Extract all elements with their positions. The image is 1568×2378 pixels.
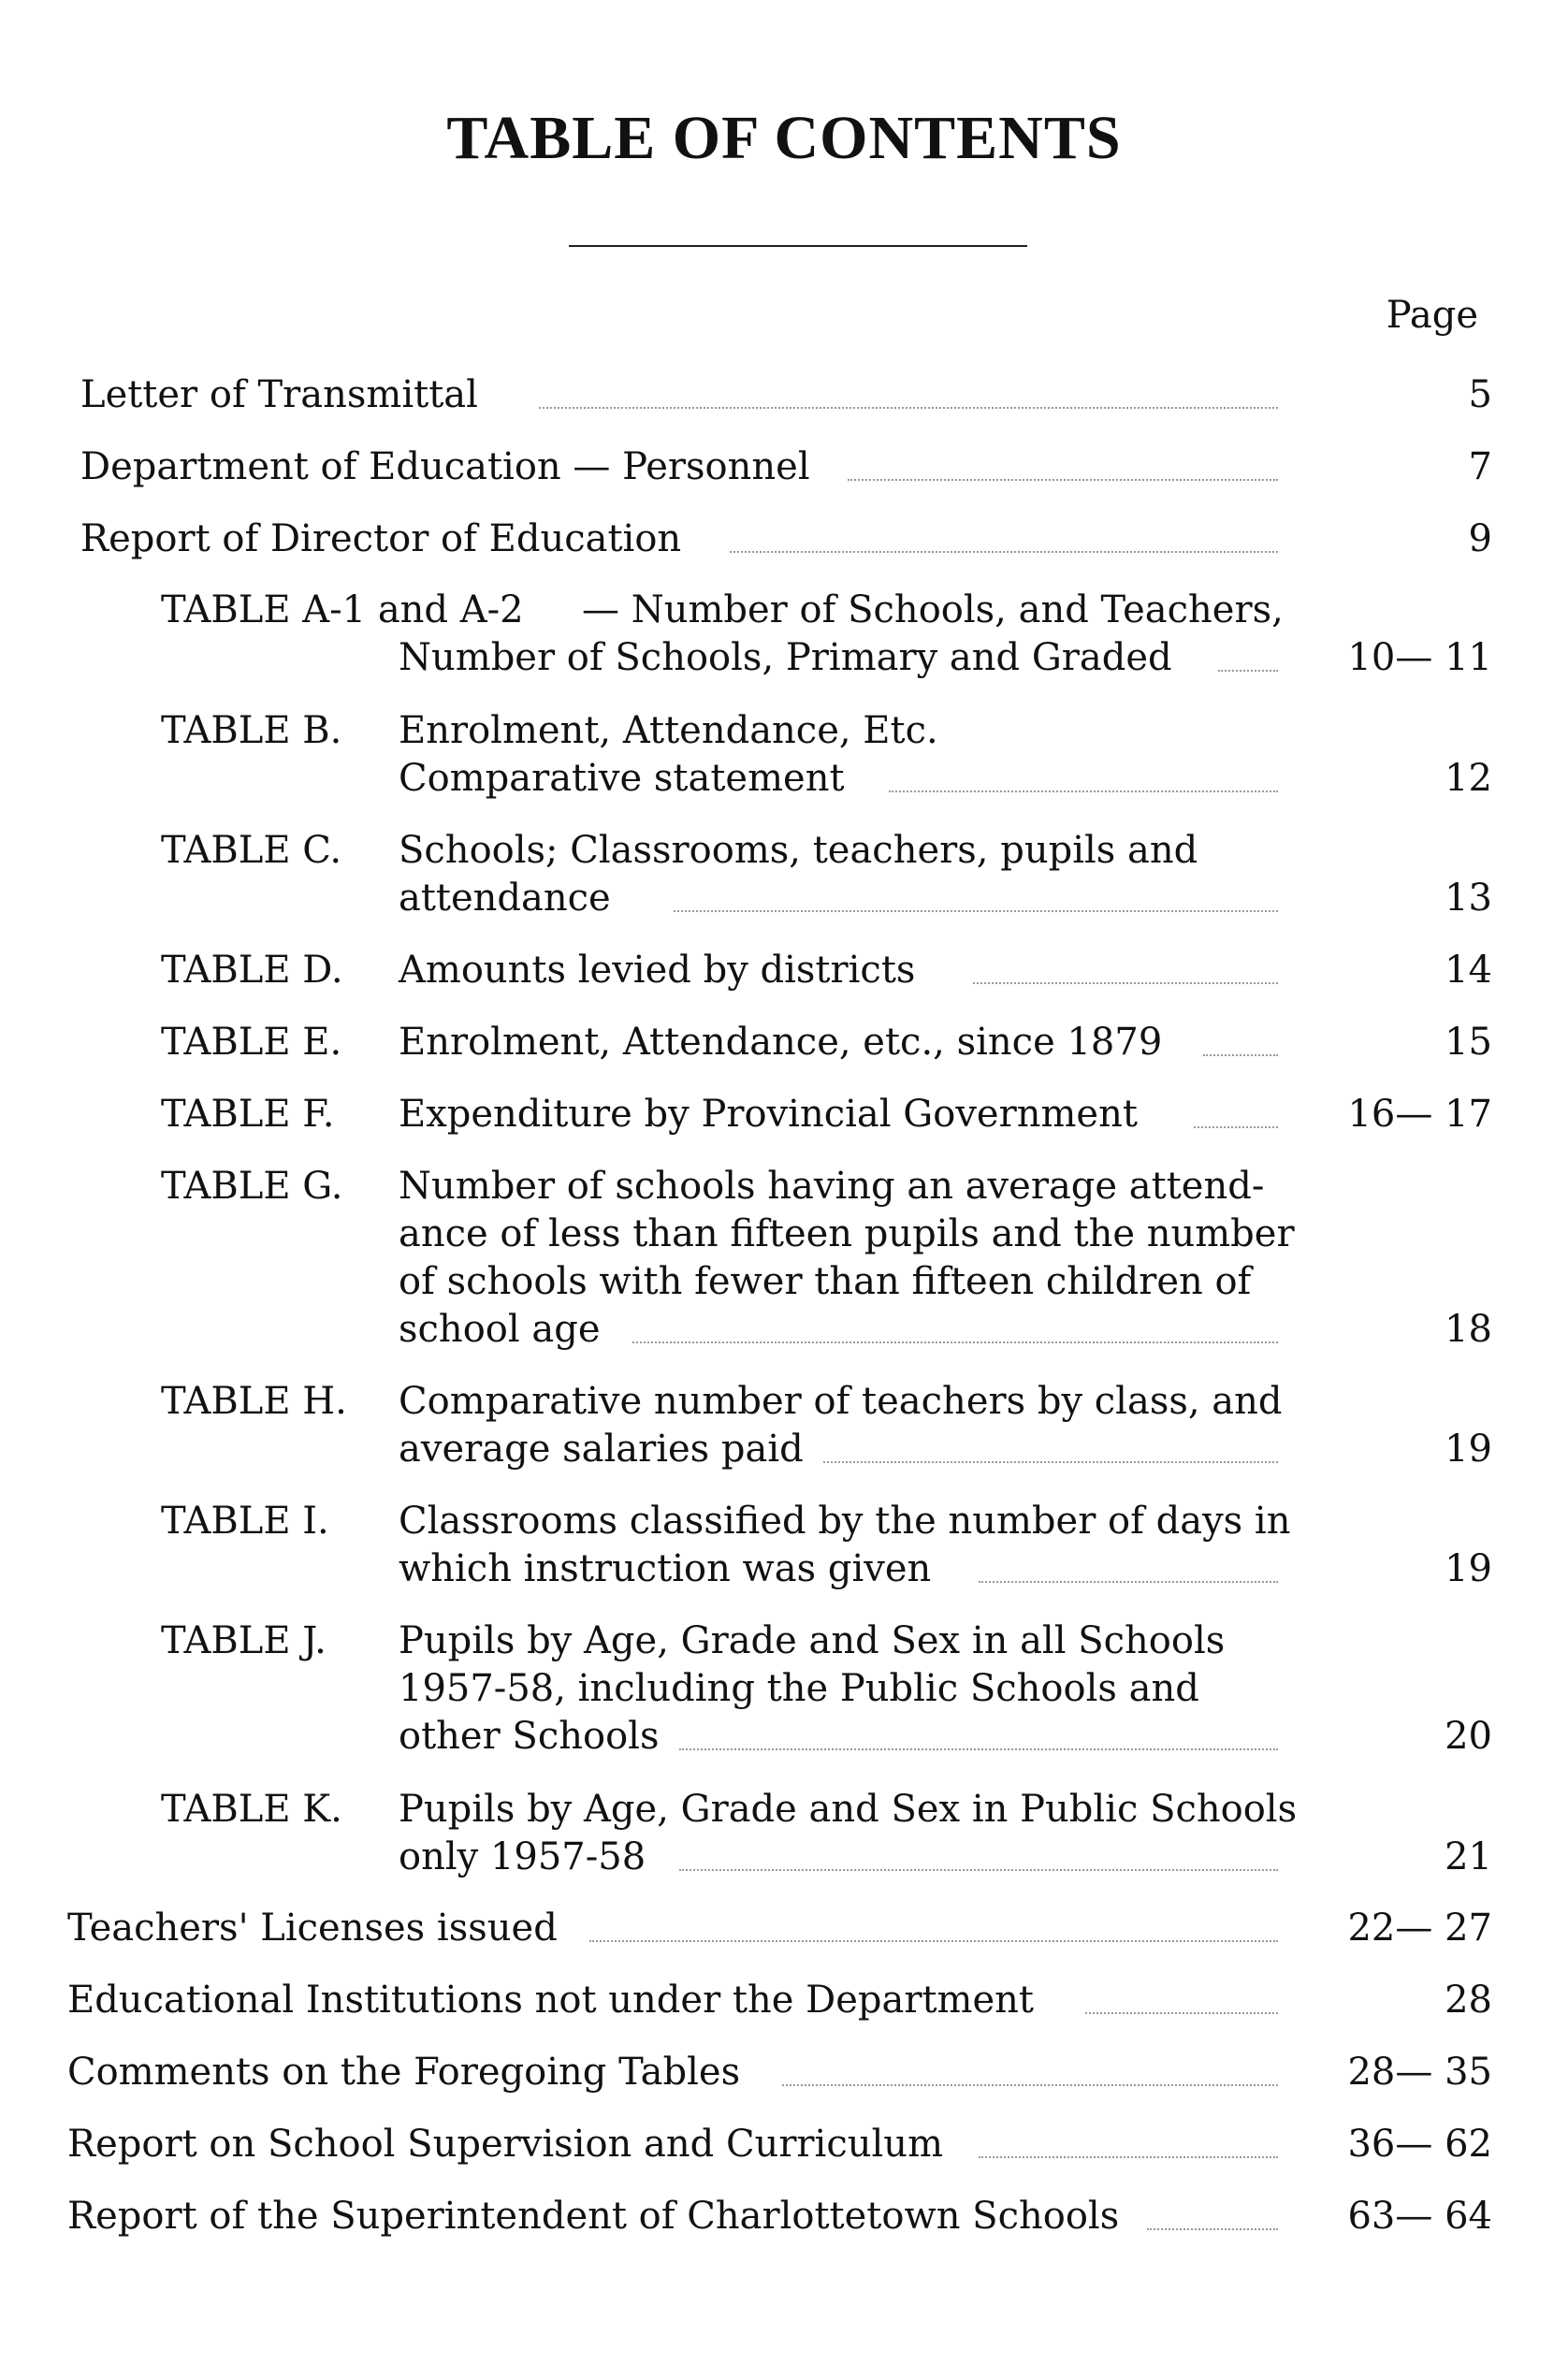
entry-page: 7 xyxy=(1468,445,1492,488)
entry-title-line: only 1957-58 xyxy=(399,1835,646,1878)
entry-title-line: Enrolment, Attendance, etc., since 1879 xyxy=(399,1021,1163,1064)
dot-leader xyxy=(973,982,1278,984)
entry-title-line: Number of Schools, Primary and Graded xyxy=(399,636,1172,679)
dot-leader xyxy=(1194,1126,1278,1128)
entry-title-line: Schools; Classrooms, teachers, pupils and xyxy=(399,829,1198,872)
entry-title-line: which instruction was given xyxy=(399,1547,932,1590)
dot-leader xyxy=(848,479,1278,481)
entry-page: 15 xyxy=(1445,1021,1492,1064)
page-column-label: Page xyxy=(1386,294,1478,337)
table-label: TABLE B. xyxy=(161,709,342,752)
entry-title: Report of the Superintendent of Charlottetown Schools xyxy=(67,2195,1120,2238)
entry-title-line: average salaries paid xyxy=(399,1428,804,1471)
entry-page: 9 xyxy=(1468,517,1492,560)
entry-page: 13 xyxy=(1445,877,1492,920)
table-label: TABLE G. xyxy=(161,1165,343,1208)
dot-leader xyxy=(782,2084,1278,2086)
entry-title: Report on School Supervision and Curriculum xyxy=(67,2123,943,2166)
table-label: TABLE J. xyxy=(161,1619,327,1662)
entry-title: Report of Director of Education xyxy=(80,517,682,560)
entry-page: 10— 11 xyxy=(1347,636,1492,679)
entry-title-line: school age xyxy=(399,1308,601,1351)
entry-page: 20 xyxy=(1445,1715,1492,1758)
entry-page: 36— 62 xyxy=(1347,2123,1492,2166)
dot-leader xyxy=(979,1581,1278,1583)
entry-title: Department of Education — Personnel xyxy=(80,445,810,488)
entry-page: 28— 35 xyxy=(1347,2051,1492,2094)
table-label: TABLE F. xyxy=(161,1093,335,1136)
entry-page: 63— 64 xyxy=(1347,2195,1492,2238)
entry-title: Educational Institutions not under the Department xyxy=(67,1979,1034,2022)
entry-title: Teachers' Licenses issued xyxy=(67,1907,558,1950)
dot-leader xyxy=(632,1341,1278,1343)
entry-page: 5 xyxy=(1468,373,1492,416)
page-title: TABLE OF CONTENTS xyxy=(446,104,1122,172)
dot-leader xyxy=(679,1869,1278,1871)
entry-title-line: ance of less than fifteen pupils and the number xyxy=(399,1212,1295,1255)
dot-leader xyxy=(1218,670,1278,672)
title-rule xyxy=(569,245,1027,247)
entry-title-line: Comparative statement xyxy=(399,757,845,800)
entry-page: 19 xyxy=(1445,1428,1492,1471)
entry-title-line: Classrooms classified by the number of days in xyxy=(399,1500,1291,1543)
dot-leader xyxy=(679,1748,1278,1750)
table-label: TABLE D. xyxy=(161,949,343,992)
dot-leader xyxy=(730,551,1278,553)
entry-title-line: Amounts levied by districts xyxy=(399,949,916,992)
entry-title-line: 1957-58, including the Public Schools and xyxy=(399,1667,1199,1710)
entry-page: 22— 27 xyxy=(1347,1907,1492,1950)
entry-title-line: other Schools xyxy=(399,1715,660,1758)
entry-title-line: — Number of Schools, and Teachers, xyxy=(582,588,1284,631)
dot-leader xyxy=(674,910,1278,912)
entry-page: 12 xyxy=(1445,757,1492,800)
entry-page: 18 xyxy=(1445,1308,1492,1351)
entry-title-line: Pupils by Age, Grade and Sex in all Schools xyxy=(399,1619,1226,1662)
table-label: TABLE K. xyxy=(161,1788,342,1831)
table-label: TABLE I. xyxy=(161,1500,329,1543)
entry-title-line: attendance xyxy=(399,877,611,920)
dot-leader xyxy=(889,790,1278,792)
entry-page: 28 xyxy=(1445,1979,1492,2022)
entry-title-line: Number of schools having an average attend- xyxy=(399,1165,1265,1208)
entry-page: 21 xyxy=(1445,1835,1492,1878)
entry-title-line: Comparative number of teachers by class, and xyxy=(399,1380,1283,1423)
dot-leader xyxy=(823,1461,1278,1463)
entry-title-line: Enrolment, Attendance, Etc. xyxy=(399,709,938,752)
entry-title-line: of schools with fewer than fifteen children of xyxy=(399,1260,1252,1303)
table-label: TABLE E. xyxy=(161,1021,342,1064)
dot-leader xyxy=(589,1940,1278,1942)
entry-page: 14 xyxy=(1445,949,1492,992)
table-label: TABLE H. xyxy=(161,1380,347,1423)
table-label: TABLE A-1 and A-2 xyxy=(161,588,524,631)
dot-leader xyxy=(1147,2228,1278,2230)
entry-page: 16— 17 xyxy=(1347,1093,1492,1136)
entry-title-line: Expenditure by Provincial Government xyxy=(399,1093,1138,1136)
dot-leader xyxy=(979,2156,1278,2158)
entry-title: Comments on the Foregoing Tables xyxy=(67,2051,741,2094)
entry-title: Letter of Transmittal xyxy=(80,373,478,416)
entry-page: 19 xyxy=(1445,1547,1492,1590)
dot-leader xyxy=(539,407,1278,409)
dot-leader xyxy=(1203,1054,1278,1056)
entry-title-line: Pupils by Age, Grade and Sex in Public Schools xyxy=(399,1788,1298,1831)
table-label: TABLE C. xyxy=(161,829,342,872)
dot-leader xyxy=(1085,2012,1278,2014)
